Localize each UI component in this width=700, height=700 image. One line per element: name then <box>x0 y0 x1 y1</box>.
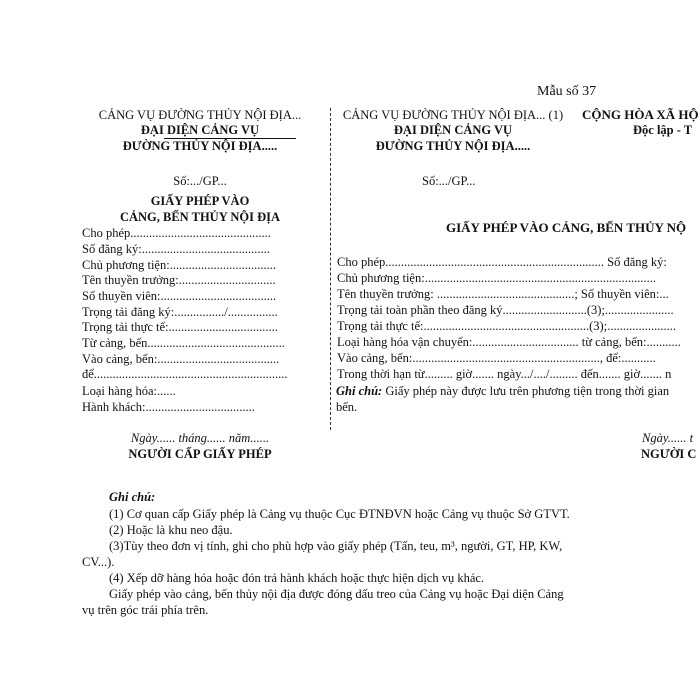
form-number: Mẫu số 37 <box>537 84 597 99</box>
left-field: Trọng tải thực tế:................................... <box>82 320 278 334</box>
left-field: Số đăng ký:......................................... <box>82 242 270 256</box>
right-permit-number: Số:.../GP... <box>422 174 476 188</box>
right-note-text: Giấy phép này được lưu trên phương tiện trong thời gian <box>382 384 670 398</box>
left-signer: NGƯỜI CẤP GIẤY PHÉP <box>128 447 272 461</box>
right-title: GIẤY PHÉP VÀO CẢNG, BẾN THỦY NỘ <box>446 220 687 235</box>
left-field: Loại hàng hóa:...... <box>82 384 176 398</box>
left-field: Từ cảng, bến............................................ <box>82 336 285 350</box>
left-title-line-2: CẢNG, BẾN THỦY NỘI ĐỊA <box>119 210 281 224</box>
right-note-text-2: bến. <box>336 400 358 414</box>
right-field: Trọng tải toàn phần theo đăng ký...........................(3);...................... <box>337 303 674 317</box>
right-note <box>336 384 669 399</box>
note-line: Giấy phép vào cảng, bến thủy nội địa được đóng dấu treo của Cảng vụ hoặc Đại diện Cảng <box>109 587 564 601</box>
notes-heading: Ghi chú: <box>109 490 156 504</box>
right-field: Chủ phương tiện:.......................................................................... <box>337 271 656 285</box>
left-representative-1: ĐẠI DIỆN CẢNG VỤ <box>140 123 260 137</box>
right-representative-1: ĐẠI DIỆN CẢNG VỤ <box>393 123 513 137</box>
left-authority: CẢNG VỤ ĐƯỜNG THỦY NỘI ĐỊA... <box>98 108 302 122</box>
right-field: Loại hàng hóa vận chuyển:.................................. từ cảng, bến:........... <box>337 335 681 349</box>
note-line: (3)Tùy theo đơn vị tính, ghi cho phù hợp vào giấy phép (Tấn, teu, m³, người, GT, HP, KW, <box>109 539 563 553</box>
right-note-label: Ghi chú: <box>336 384 383 398</box>
right-field: Tên thuyền trưởng: ............................................; Số thuyền viên:... <box>337 287 669 301</box>
right-field: Trong thời hạn từ......... giờ....... ngày.../..../......... đến....... giờ....... n <box>337 367 672 381</box>
left-title-line-1: GIẤY PHÉP VÀO <box>150 194 250 208</box>
right-authority: CẢNG VỤ ĐƯỜNG THỦY NỘI ĐỊA... (1) <box>342 108 564 122</box>
right-field: Vào cảng, bến:............................................................, để:........... <box>337 351 656 365</box>
left-field: để.............................................................. <box>82 367 288 381</box>
note-line: vụ trên góc trái phía trên. <box>82 603 209 617</box>
left-field: Hành khách:................................... <box>82 400 255 414</box>
right-field: Trọng tải thực tế:.....................................................(3);...................... <box>337 319 676 333</box>
left-field: Chủ phương tiện:.................................. <box>82 258 276 272</box>
left-field: Trọng tải đăng ký:................/................ <box>82 305 278 319</box>
note-line: (2) Hoặc là khu neo đậu. <box>109 523 233 537</box>
right-field: Cho phép...................................................................... Số đăng ký: <box>337 255 667 269</box>
right-representative-2: ĐƯỜNG THỦY NỘI ĐỊA..... <box>375 139 531 153</box>
note-line: (1) Cơ quan cấp Giấy phép là Cảng vụ thuộc Cục ĐTNĐVN hoặc Cảng vụ thuộc Sở GTVT. <box>109 507 570 521</box>
right-issue-date: Ngày...... t <box>642 431 694 445</box>
left-field: Tên thuyền trưởng:............................... <box>82 273 276 287</box>
note-line: CV...). <box>82 555 115 569</box>
tear-off-separator <box>330 108 331 430</box>
left-permit-number: Số:.../GP... <box>173 174 227 188</box>
left-field: Số thuyền viên:..................................... <box>82 289 277 303</box>
note-line: (4) Xếp dỡ hàng hóa hoặc đón trả hành khách hoặc thực hiện dịch vụ khác. <box>109 571 485 585</box>
right-signer: NGƯỜI C <box>641 447 697 461</box>
left-field: Cho phép............................................. <box>82 226 271 240</box>
left-field: Vào cảng, bến:....................................... <box>82 352 280 366</box>
country-name: CỘNG HÒA XÃ HỘ <box>582 107 699 122</box>
left-representative-2: ĐƯỜNG THỦY NỘI ĐỊA..... <box>122 139 278 153</box>
left-issue-date: Ngày...... tháng...... năm...... <box>130 431 270 445</box>
left-header-underline <box>164 138 296 139</box>
country-motto: Độc lập - T <box>633 123 693 137</box>
